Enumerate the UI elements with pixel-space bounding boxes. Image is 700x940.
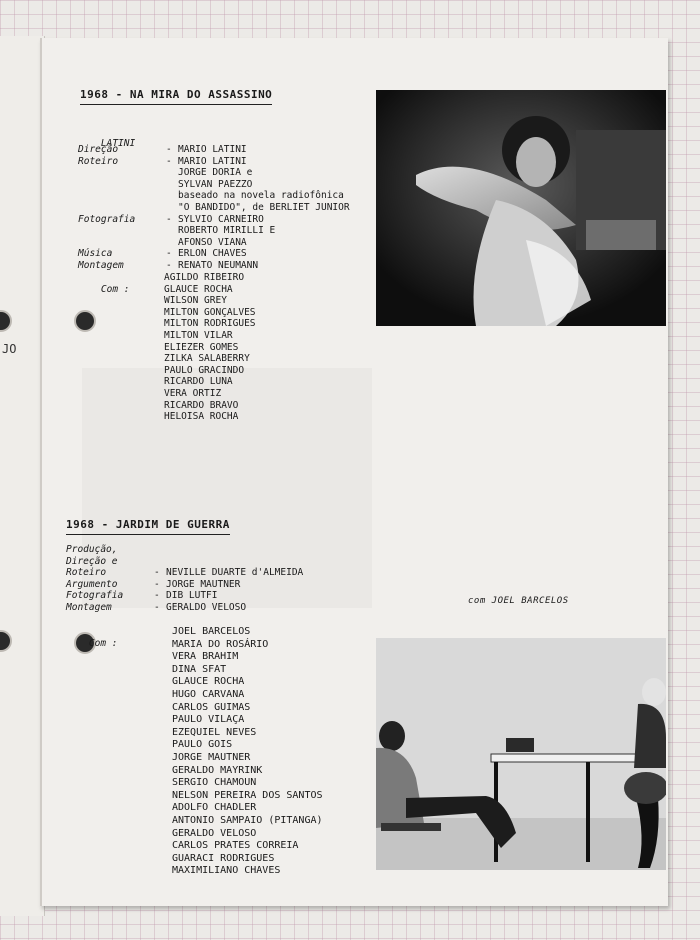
cast-member: HELOISA ROCHA (164, 411, 239, 423)
credit-dash: - (166, 155, 172, 167)
credit-name: "O BANDIDO", de BERLIET JUNIOR (178, 201, 350, 213)
credit-dash (166, 237, 178, 249)
credit-row (78, 260, 350, 272)
cast-member: CARLOS GUIMAS (172, 701, 251, 713)
film-still-man-image (376, 90, 666, 326)
credits-block (78, 144, 350, 272)
cast-list (172, 626, 323, 878)
credit-dash (166, 225, 178, 237)
cast-member: PAULO VILAÇA (172, 714, 245, 726)
cast-member: GUARACI RODRIGUES (172, 852, 275, 864)
cast-member: ZILKA SALABERRY (164, 353, 250, 365)
cast-member: ELIEZER GOMES (164, 341, 239, 353)
credit-row (78, 144, 350, 156)
credit-name: JORGE MAUTNER (166, 578, 241, 590)
cast-member: WILSON GREY (164, 295, 227, 307)
credit-dash (166, 179, 178, 191)
credit-role: Direção (78, 144, 119, 155)
credit-name: NEVILLE DUARTE d'ALMEIDA (166, 567, 304, 579)
company-name: LATINI (100, 137, 136, 149)
credit-role: Fotografia (78, 213, 136, 225)
credit-dash (166, 190, 178, 202)
credit-role: Roteiro (66, 567, 107, 579)
cast-member: MARIA DO ROSÁRIO (172, 638, 269, 650)
cast-member: DINA SFAT (172, 663, 227, 675)
cast-member: JOEL BARCELOS (172, 626, 251, 637)
cast-member: MILTON GONÇALVES (164, 306, 256, 318)
credit-row (66, 602, 303, 614)
credit-row (78, 214, 350, 226)
film-still-photo (376, 90, 666, 326)
credit-row (66, 544, 303, 556)
cast-label-text: Com : (100, 283, 130, 295)
credit-row (66, 590, 303, 602)
credit-row (66, 579, 303, 591)
credit-dash (166, 202, 178, 214)
cast-label-text: Com : (88, 637, 118, 649)
cast-member: RICARDO LUNA (164, 376, 233, 388)
cast-member: EZEQUIEL NEVES (172, 726, 257, 738)
cast-member: JORGE MAUTNER (172, 751, 251, 763)
credit-row (78, 156, 350, 168)
cast-member: GERALDO VELOSO (172, 827, 257, 839)
cast-member: ANTONIO SAMPAIO (PITANGA) (172, 814, 323, 826)
cast-member: MAXIMILIANO CHAVES (172, 865, 281, 877)
cast-member: PAULO GOIS (172, 739, 233, 751)
cast-member: SERGIO CHAMOUN (172, 777, 257, 789)
credit-name: AFONSO VIANA (178, 236, 247, 248)
cast-member: PAULO GRACINDO (164, 364, 245, 376)
credit-role (78, 167, 166, 179)
credit-row (66, 567, 303, 579)
cast-member: ADOLFO CHADLER (172, 802, 257, 814)
credit-name: ERLON CHAVES (178, 248, 247, 260)
document-page (40, 38, 668, 906)
credit-dash: - (166, 144, 172, 155)
credit-role (78, 190, 166, 202)
credit-row (66, 556, 303, 568)
credits-block (66, 544, 303, 614)
cast-list (164, 272, 256, 423)
binder-hole (74, 310, 96, 332)
cast-member: GLAUCE ROCHA (164, 283, 233, 295)
credit-name: JORGE DORIA e (178, 167, 253, 179)
credit-name: MARIO LATINI (178, 155, 247, 167)
cast-member: MILTON VILAR (164, 329, 233, 341)
credit-role: Fotografia (66, 590, 124, 602)
credit-dash: - (154, 578, 160, 590)
credit-dash: - (166, 248, 172, 260)
binder-hole (0, 630, 12, 652)
cast-member: GLAUCE ROCHA (172, 676, 245, 688)
film-title: 1968 - JARDIM DE GUERRA (66, 518, 230, 535)
credit-dash: - (154, 567, 160, 579)
credit-dash: - (154, 590, 160, 602)
credit-name: GERALDO VELOSO (166, 601, 247, 613)
credit-row (78, 202, 350, 214)
credit-role (78, 179, 166, 191)
credit-row (78, 167, 350, 179)
credit-role (78, 202, 166, 214)
credit-row (78, 237, 350, 249)
cast-member: VERA BRAHIM (172, 651, 239, 663)
cast-label (78, 272, 130, 307)
credit-role: Direção e (66, 555, 118, 567)
cast-member: VERA ORTIZ (164, 387, 222, 399)
credit-row (78, 179, 350, 191)
cast-member: NELSON PEREIRA DOS SANTOS (172, 789, 323, 801)
credit-role: Montagem (66, 601, 112, 613)
credit-dash: - (154, 601, 160, 613)
cast-member: GERALDO MAYRINK (172, 764, 263, 776)
cast-member: RICARDO BRAVO (164, 399, 239, 411)
credit-dash (166, 167, 178, 179)
credit-name: SYLVAN PAEZZO (178, 178, 253, 190)
film-still-table-scene-image (376, 638, 666, 870)
credit-role: Produção, (66, 544, 118, 555)
cast-member: CARLOS PRATES CORREIA (172, 840, 299, 852)
left-page-edge (0, 36, 45, 916)
credit-name: ROBERTO MIRILLI E (178, 225, 276, 237)
cast-member: MILTON RODRIGUES (164, 318, 256, 330)
cast-member: HUGO CARVANA (172, 688, 245, 700)
credit-role: Argumento (66, 578, 118, 590)
photo-caption: com JOEL BARCELOS (468, 596, 569, 606)
credit-name: baseado na novela radiofônica (178, 190, 344, 202)
credit-role (78, 237, 166, 249)
credit-dash: - (166, 259, 172, 271)
credit-dash: - (166, 213, 172, 225)
credit-name: MARIO LATINI (178, 144, 247, 155)
credit-row (78, 225, 350, 237)
credit-dash (154, 556, 166, 568)
credit-row (78, 248, 350, 260)
credit-name: SYLVIO CARNEIRO (178, 213, 264, 225)
credit-row (78, 190, 350, 202)
credit-role: Montagem (78, 259, 124, 271)
credit-name: RENATO NEUMANN (178, 259, 259, 271)
credit-role: Música (78, 248, 113, 260)
cast-member: AGILDO RIBEIRO (164, 272, 245, 283)
left-page-fragment-text: JO (2, 342, 17, 356)
credit-dash (154, 544, 166, 556)
credit-role (78, 225, 166, 237)
cast-label (66, 626, 118, 661)
credit-name: DIB LUTFI (166, 590, 218, 602)
binder-hole (0, 310, 12, 332)
film-title: 1968 - NA MIRA DO ASSASSINO (80, 88, 272, 105)
credit-role: Roteiro (78, 155, 119, 167)
film-still-photo (376, 638, 666, 870)
